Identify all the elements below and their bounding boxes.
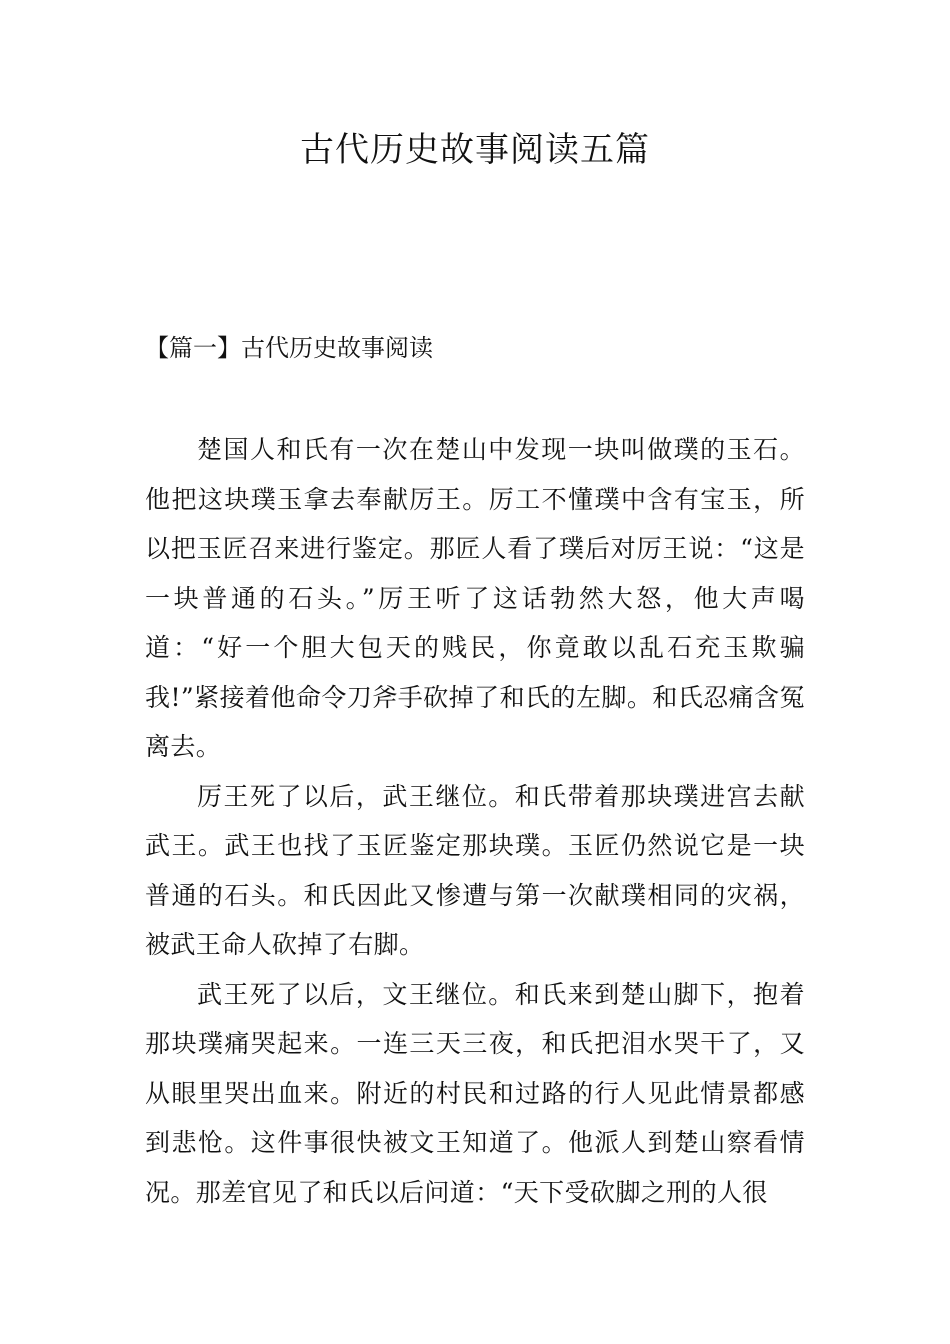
body-text bbox=[145, 425, 805, 1217]
document-title: 古代历史故事阅读五篇 bbox=[300, 130, 650, 170]
paragraph-1: 楚国人和氏有一次在楚山中发现一块叫做璞的玉石。他把这块璞玉拿去奉献厉王。厉工不懂璞中含有宝玉，所以把玉匠召来进行鉴定。那匠人看了璞后对厉王说：“这是一块普通的石头。”厉王听了这话勃然大怒，他大声喝道：“好一个胆大包天的贱民，你竟敢以乱石充玉欺骗我!”紧接着他命令刀斧手砍掉了和氏的左脚。和氏忍痛含冤离去。 bbox=[145, 435, 805, 761]
section-heading: 【篇一】古代历史故事阅读 bbox=[145, 334, 433, 362]
paragraph-3: 武王死了以后，文王继位。和氏来到楚山脚下，抱着那块璞痛哭起来。一连三天三夜，和氏把泪水哭干了，又从眼里哭出血来。附近的村民和过路的行人见此情景都感到悲怆。这件事很快被文王知道了。他派人到楚山察看情况。那差官见了和氏以后问道：“天下受砍脚之刑的人很 bbox=[145, 979, 805, 1207]
paragraph-2: 厉王死了以后，武王继位。和氏带着那块璞进宫去献武王。武王也找了玉匠鉴定那块璞。玉匠仍然说它是一块普通的石头。和氏因此又惨遭与第一次献璞相同的灾祸，被武王命人砍掉了右脚。 bbox=[145, 781, 805, 959]
